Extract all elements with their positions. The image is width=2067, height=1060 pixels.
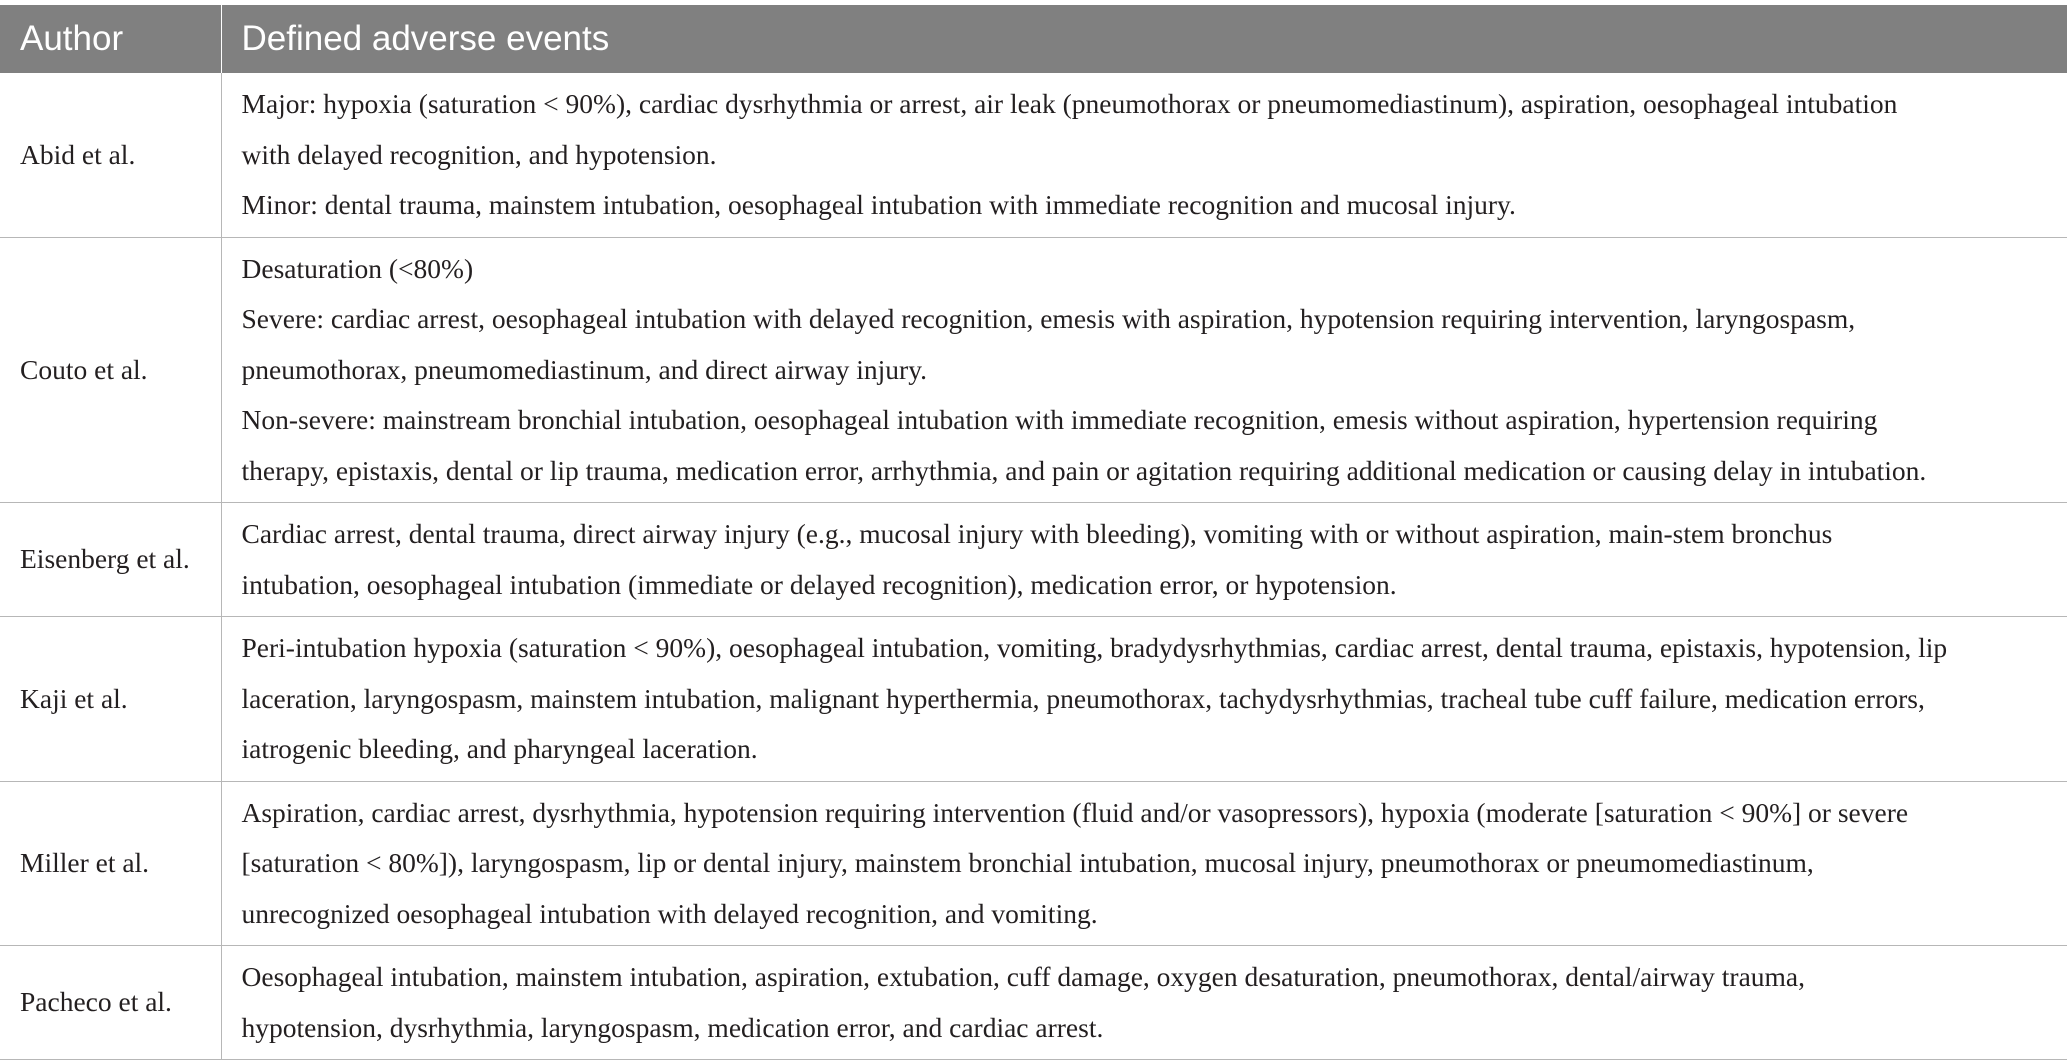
event-text-line: Aspiration, cardiac arrest, dysrhythmia, hypotension requiring intervention (fluid and/or vasopressors), hypoxia (moderate [saturation < 90%] or severe bbox=[241, 796, 1909, 828]
event-text-line: intubation, oesophageal intubation (immediate or delayed recognition), medication error, or hypotension. bbox=[241, 568, 1397, 600]
header-author: Author bbox=[0, 5, 221, 73]
event-text-line: iatrogenic bleeding, and pharyngeal laceration. bbox=[241, 733, 758, 764]
adverse-events-table bbox=[0, 5, 2067, 1060]
event-text-line: Desaturation (<80%) bbox=[241, 252, 474, 284]
header-row bbox=[0, 5, 2067, 73]
events-cell bbox=[221, 617, 2067, 782]
table-header bbox=[0, 5, 2067, 73]
event-text-line: unrecognized oesophageal intubation with delayed recognition, and vomiting. bbox=[241, 897, 1098, 929]
table-row bbox=[0, 503, 2067, 617]
author-cell: Couto et al. bbox=[0, 237, 221, 503]
event-text-line: pneumothorax, pneumomediastinum, and direct airway injury. bbox=[241, 353, 928, 385]
table-row bbox=[0, 73, 2067, 237]
event-text-line: Non-severe: mainstream bronchial intubation, oesophageal intubation with immediate recognition, emesis without aspiration, hypertension requiring bbox=[241, 404, 1878, 435]
event-text-line: Peri-intubation hypoxia (saturation < 90%), oesophageal intubation, vomiting, bradydysrhythmias, cardiac arrest, dental trauma, epistaxis, hypotension, lip bbox=[241, 632, 1948, 663]
events-cell bbox=[221, 237, 2067, 503]
events-cell bbox=[221, 503, 2067, 617]
author-cell: Abid et al. bbox=[0, 73, 221, 237]
event-text-line: Minor: dental trauma, mainstem intubation, oesophageal intubation with immediate recognition and mucosal injury. bbox=[241, 189, 1516, 220]
events-cell bbox=[221, 73, 2067, 237]
author-cell: Pacheco et al. bbox=[0, 946, 221, 1060]
event-text-line: Oesophageal intubation, mainstem intubation, aspiration, extubation, cuff damage, oxygen desaturation, pneumothorax, dental/airway trauma, bbox=[241, 961, 1805, 992]
event-text-line: [saturation < 80%]), laryngospasm, lip or dental injury, mainstem bronchial intubation, mucosal injury, pneumothorax or pneumomediastinum, bbox=[241, 847, 1814, 878]
event-text-line: with delayed recognition, and hypotension. bbox=[241, 138, 717, 170]
table-row bbox=[0, 946, 2067, 1060]
author-cell: Eisenberg et al. bbox=[0, 503, 221, 617]
events-cell bbox=[221, 781, 2067, 946]
author-cell: Kaji et al. bbox=[0, 617, 221, 782]
table-body bbox=[0, 73, 2067, 1060]
event-text-line: laceration, laryngospasm, mainstem intubation, malignant hyperthermia, pneumothorax, tachydysrhythmias, tracheal tube cuff failure, medication errors, bbox=[241, 682, 1925, 714]
event-text-line: hypotension, dysrhythmia, laryngospasm, medication error, and cardiac arrest. bbox=[241, 1011, 1104, 1043]
header-defined-adverse-events: Defined adverse events bbox=[221, 5, 2067, 73]
events-cell bbox=[221, 946, 2067, 1060]
author-cell: Miller et al. bbox=[0, 781, 221, 946]
table-row bbox=[0, 237, 2067, 503]
event-text-line: Cardiac arrest, dental trauma, direct airway injury (e.g., mucosal injury with bleeding), vomiting with or without aspiration, main-stem bronchus bbox=[241, 518, 1833, 549]
event-text-line: Severe: cardiac arrest, oesophageal intubation with delayed recognition, emesis with aspiration, hypotension requiring intervention, laryngospasm, bbox=[241, 303, 1856, 334]
event-text-line: therapy, epistaxis, dental or lip trauma, medication error, arrhythmia, and pain or agitation requiring additional medication or causing delay in intubation. bbox=[241, 454, 1927, 486]
event-text-line: Major: hypoxia (saturation < 90%), cardiac dysrhythmia or arrest, air leak (pneumothorax or pneumomediastinum), aspiration, oesophageal intubation bbox=[241, 88, 1898, 119]
table-row bbox=[0, 781, 2067, 946]
table-row bbox=[0, 617, 2067, 782]
